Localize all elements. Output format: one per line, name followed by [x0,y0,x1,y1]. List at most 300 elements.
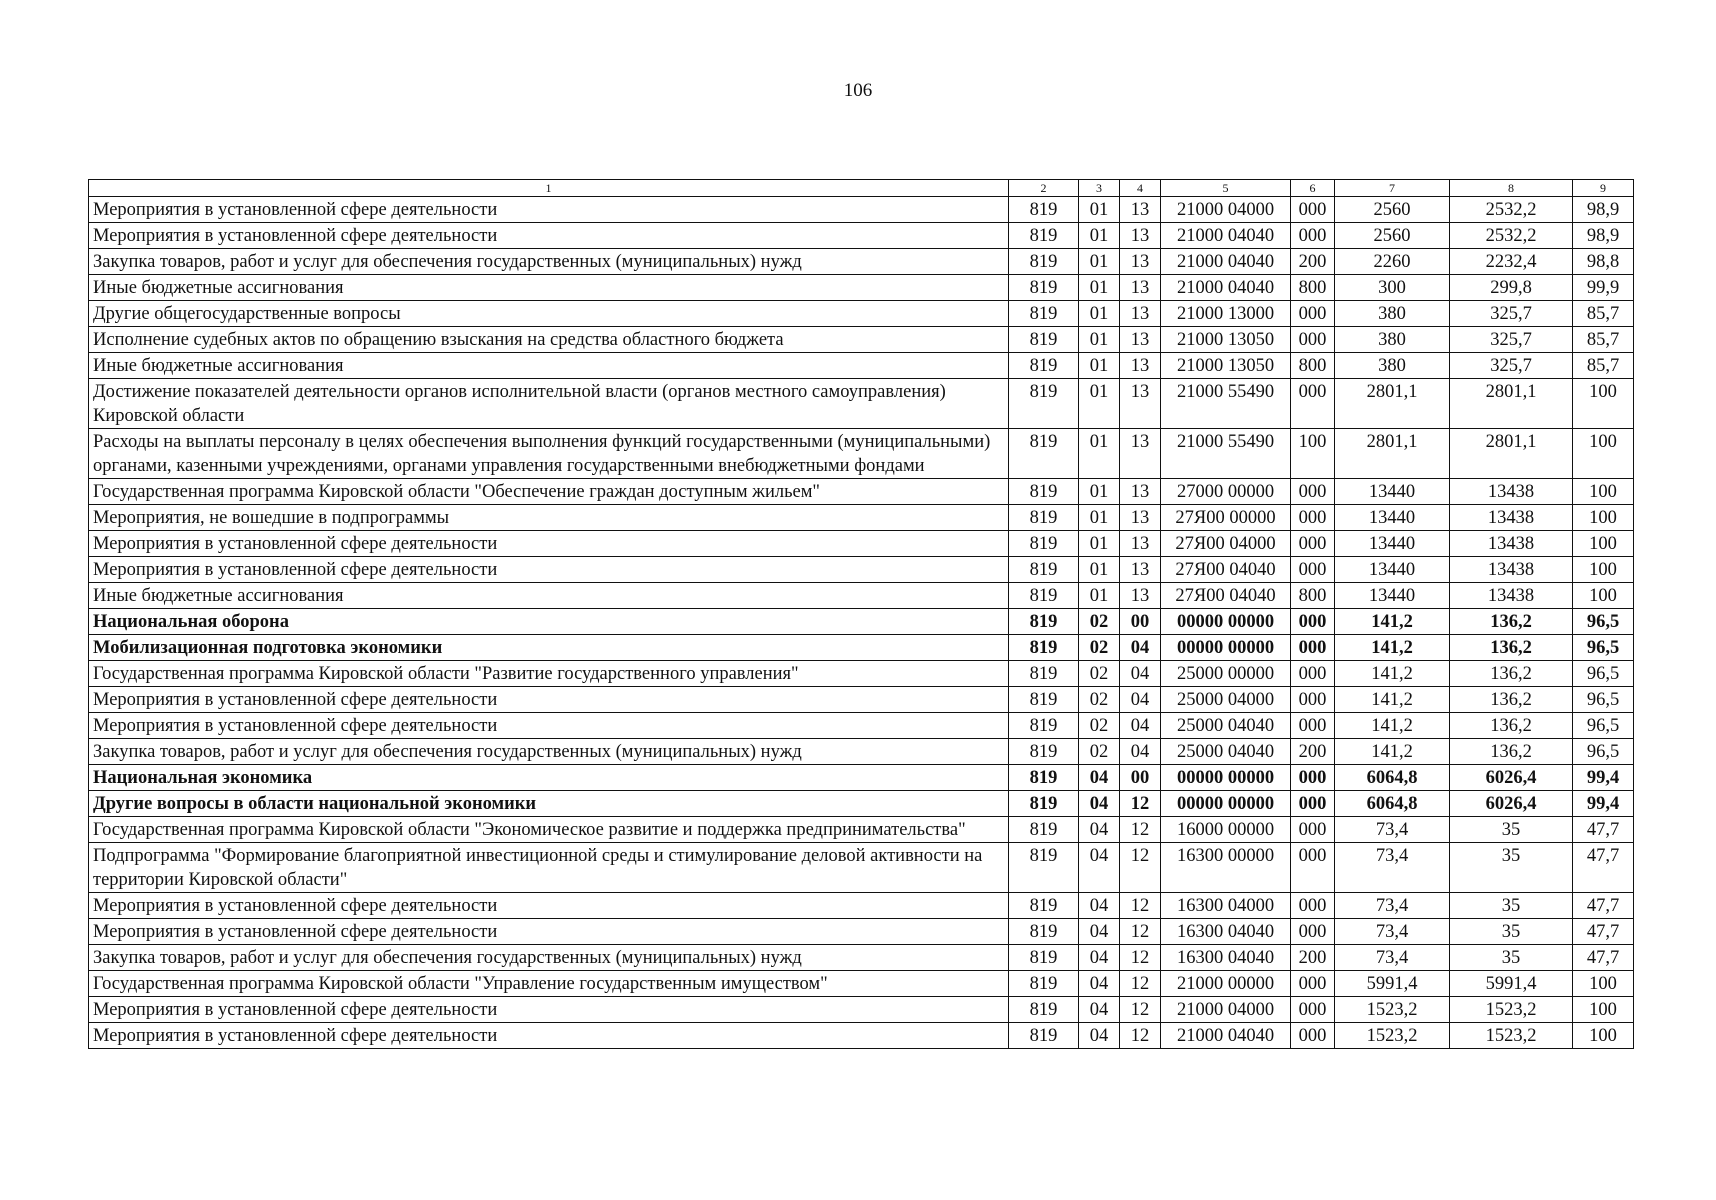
target-article-code: 16300 04040 [1161,945,1291,971]
execution-percent: 100 [1573,531,1634,557]
expense-type-code: 000 [1291,765,1335,791]
expense-type-code: 000 [1291,609,1335,635]
expense-type-code: 000 [1291,557,1335,583]
executed-amount: 13438 [1450,531,1573,557]
planned-amount: 380 [1335,301,1450,327]
row-description: Государственная программа Кировской области "Экономическое развитие и поддержка предпринимательства" [89,817,1009,843]
target-article-code: 00000 00000 [1161,635,1291,661]
table-row [89,557,1634,583]
expense-type-code: 100 [1291,429,1335,479]
expense-type-code: 000 [1291,971,1335,997]
expense-type-code: 000 [1291,531,1335,557]
target-article-code: 21000 04000 [1161,997,1291,1023]
section-code: 04 [1079,1023,1120,1049]
section-code: 04 [1079,843,1120,893]
row-description: Национальная экономика [89,765,1009,791]
executed-amount: 13438 [1450,557,1573,583]
row-description: Закупка товаров, работ и услуг для обеспечения государственных (муниципальных) нужд [89,249,1009,275]
section-code: 04 [1079,997,1120,1023]
section-code: 04 [1079,791,1120,817]
execution-percent: 99,4 [1573,791,1634,817]
subsection-code: 04 [1120,739,1161,765]
section-code: 02 [1079,635,1120,661]
row-description: Мероприятия, не вошедшие в подпрограммы [89,505,1009,531]
row-description: Мероприятия в установленной сфере деятельности [89,531,1009,557]
ministry-code: 819 [1009,353,1079,379]
target-article-code: 21000 04040 [1161,223,1291,249]
subsection-code: 13 [1120,223,1161,249]
executed-amount: 136,2 [1450,635,1573,661]
expense-type-code: 000 [1291,997,1335,1023]
table-row [89,609,1634,635]
target-article-code: 21000 04040 [1161,275,1291,301]
row-description: Мероприятия в установленной сфере деятельности [89,557,1009,583]
target-article-code: 21000 04040 [1161,1023,1291,1049]
ministry-code: 819 [1009,301,1079,327]
target-article-code: 27Я00 00000 [1161,505,1291,531]
executed-amount: 136,2 [1450,687,1573,713]
section-code: 01 [1079,379,1120,429]
subsection-code: 13 [1120,327,1161,353]
subsection-code: 00 [1120,765,1161,791]
target-article-code: 21000 55490 [1161,429,1291,479]
expense-type-code: 200 [1291,739,1335,765]
execution-percent: 99,4 [1573,765,1634,791]
ministry-code: 819 [1009,197,1079,223]
subsection-code: 13 [1120,429,1161,479]
target-article-code: 16000 00000 [1161,817,1291,843]
executed-amount: 2532,2 [1450,197,1573,223]
table-row [89,739,1634,765]
subsection-code: 13 [1120,379,1161,429]
row-description: Мероприятия в установленной сфере деятельности [89,713,1009,739]
column-header: 1 [89,180,1009,197]
section-code: 04 [1079,817,1120,843]
ministry-code: 819 [1009,843,1079,893]
execution-percent: 98,9 [1573,223,1634,249]
expense-type-code: 000 [1291,919,1335,945]
table-row [89,197,1634,223]
expense-type-code: 000 [1291,817,1335,843]
subsection-code: 13 [1120,197,1161,223]
row-description: Мероприятия в установленной сфере деятельности [89,197,1009,223]
executed-amount: 136,2 [1450,661,1573,687]
ministry-code: 819 [1009,505,1079,531]
executed-amount: 13438 [1450,583,1573,609]
table-row [89,505,1634,531]
executed-amount: 5991,4 [1450,971,1573,997]
ministry-code: 819 [1009,661,1079,687]
planned-amount: 73,4 [1335,919,1450,945]
planned-amount: 380 [1335,327,1450,353]
subsection-code: 12 [1120,791,1161,817]
expense-type-code: 000 [1291,479,1335,505]
executed-amount: 2801,1 [1450,379,1573,429]
subsection-code: 13 [1120,249,1161,275]
row-description: Мероприятия в установленной сфере деятельности [89,893,1009,919]
table-row [89,843,1634,893]
subsection-code: 13 [1120,479,1161,505]
subsection-code: 13 [1120,531,1161,557]
row-description: Иные бюджетные ассигнования [89,583,1009,609]
table-row [89,379,1634,429]
target-article-code: 21000 13050 [1161,353,1291,379]
planned-amount: 73,4 [1335,843,1450,893]
executed-amount: 6026,4 [1450,765,1573,791]
execution-percent: 85,7 [1573,327,1634,353]
ministry-code: 819 [1009,635,1079,661]
expense-type-code: 000 [1291,687,1335,713]
row-description: Мероприятия в установленной сфере деятельности [89,223,1009,249]
target-article-code: 16300 00000 [1161,843,1291,893]
executed-amount: 136,2 [1450,713,1573,739]
planned-amount: 13440 [1335,505,1450,531]
expense-type-code: 000 [1291,635,1335,661]
section-code: 01 [1079,429,1120,479]
planned-amount: 2801,1 [1335,429,1450,479]
target-article-code: 21000 13050 [1161,327,1291,353]
column-header: 5 [1161,180,1291,197]
expense-type-code: 000 [1291,197,1335,223]
execution-percent: 100 [1573,971,1634,997]
planned-amount: 380 [1335,353,1450,379]
row-description: Другие общегосударственные вопросы [89,301,1009,327]
executed-amount: 35 [1450,893,1573,919]
expense-type-code: 000 [1291,505,1335,531]
column-header: 6 [1291,180,1335,197]
column-header: 4 [1120,180,1161,197]
ministry-code: 819 [1009,327,1079,353]
row-description: Достижение показателей деятельности органов исполнительной власти (органов местного самоуправления) Кировской области [89,379,1009,429]
executed-amount: 2232,4 [1450,249,1573,275]
ministry-code: 819 [1009,379,1079,429]
target-article-code: 21000 04040 [1161,249,1291,275]
table-row [89,661,1634,687]
subsection-code: 04 [1120,687,1161,713]
column-header: 3 [1079,180,1120,197]
ministry-code: 819 [1009,609,1079,635]
ministry-code: 819 [1009,429,1079,479]
planned-amount: 13440 [1335,531,1450,557]
section-code: 04 [1079,919,1120,945]
execution-percent: 85,7 [1573,353,1634,379]
ministry-code: 819 [1009,765,1079,791]
table-row [89,301,1634,327]
expense-type-code: 000 [1291,791,1335,817]
section-code: 01 [1079,223,1120,249]
execution-percent: 96,5 [1573,635,1634,661]
table-row [89,791,1634,817]
section-code: 01 [1079,505,1120,531]
section-code: 02 [1079,739,1120,765]
target-article-code: 00000 00000 [1161,791,1291,817]
execution-percent: 100 [1573,429,1634,479]
table-row [89,275,1634,301]
subsection-code: 04 [1120,713,1161,739]
executed-amount: 13438 [1450,479,1573,505]
execution-percent: 100 [1573,557,1634,583]
execution-percent: 100 [1573,379,1634,429]
execution-percent: 47,7 [1573,919,1634,945]
execution-percent: 47,7 [1573,843,1634,893]
planned-amount: 13440 [1335,479,1450,505]
execution-percent: 47,7 [1573,893,1634,919]
target-article-code: 16300 04000 [1161,893,1291,919]
execution-percent: 47,7 [1573,945,1634,971]
ministry-code: 819 [1009,791,1079,817]
target-article-code: 25000 00000 [1161,661,1291,687]
target-article-code: 27000 00000 [1161,479,1291,505]
execution-percent: 100 [1573,1023,1634,1049]
execution-percent: 100 [1573,505,1634,531]
row-description: Государственная программа Кировской области "Обеспечение граждан доступным жильем" [89,479,1009,505]
table-row [89,223,1634,249]
target-article-code: 21000 04000 [1161,197,1291,223]
planned-amount: 300 [1335,275,1450,301]
section-code: 04 [1079,971,1120,997]
planned-amount: 5991,4 [1335,971,1450,997]
section-code: 01 [1079,583,1120,609]
expense-type-code: 000 [1291,843,1335,893]
row-description: Мероприятия в установленной сфере деятельности [89,1023,1009,1049]
expense-type-code: 200 [1291,249,1335,275]
planned-amount: 73,4 [1335,817,1450,843]
executed-amount: 2801,1 [1450,429,1573,479]
row-description: Мероприятия в установленной сфере деятельности [89,919,1009,945]
row-description: Исполнение судебных актов по обращению взыскания на средства областного бюджета [89,327,1009,353]
ministry-code: 819 [1009,971,1079,997]
execution-percent: 96,5 [1573,687,1634,713]
row-description: Государственная программа Кировской области "Развитие государственного управления" [89,661,1009,687]
row-description: Мобилизационная подготовка экономики [89,635,1009,661]
planned-amount: 13440 [1335,583,1450,609]
expense-type-code: 000 [1291,893,1335,919]
table-row [89,1023,1634,1049]
subsection-code: 12 [1120,817,1161,843]
row-description: Расходы на выплаты персоналу в целях обеспечения выполнения функций государственными (муниципальными) органами, казенными учреждениями, органами управления государственными внебюджетными фондами [89,429,1009,479]
executed-amount: 35 [1450,945,1573,971]
target-article-code: 25000 04000 [1161,687,1291,713]
target-article-code: 25000 04040 [1161,713,1291,739]
planned-amount: 73,4 [1335,893,1450,919]
ministry-code: 819 [1009,817,1079,843]
target-article-code: 21000 13000 [1161,301,1291,327]
expense-type-code: 000 [1291,327,1335,353]
subsection-code: 00 [1120,609,1161,635]
executed-amount: 13438 [1450,505,1573,531]
execution-percent: 85,7 [1573,301,1634,327]
table-row [89,531,1634,557]
ministry-code: 819 [1009,687,1079,713]
column-header: 8 [1450,180,1573,197]
section-code: 04 [1079,893,1120,919]
row-description: Подпрограмма "Формирование благоприятной инвестиционной среды и стимулирование деловой активности на территории Кировской области" [89,843,1009,893]
planned-amount: 1523,2 [1335,1023,1450,1049]
subsection-code: 04 [1120,635,1161,661]
execution-percent: 100 [1573,997,1634,1023]
target-article-code: 21000 55490 [1161,379,1291,429]
ministry-code: 819 [1009,1023,1079,1049]
page-number: 106 [843,80,873,101]
ministry-code: 819 [1009,275,1079,301]
ministry-code: 819 [1009,583,1079,609]
table-row [89,765,1634,791]
section-code: 01 [1079,275,1120,301]
subsection-code: 04 [1120,661,1161,687]
execution-percent: 98,8 [1573,249,1634,275]
budget-table [88,179,1634,1049]
table-row [89,919,1634,945]
planned-amount: 141,2 [1335,609,1450,635]
subsection-code: 12 [1120,997,1161,1023]
row-description: Иные бюджетные ассигнования [89,275,1009,301]
planned-amount: 141,2 [1335,739,1450,765]
executed-amount: 1523,2 [1450,997,1573,1023]
row-description: Национальная оборона [89,609,1009,635]
table-row [89,583,1634,609]
section-code: 01 [1079,301,1120,327]
planned-amount: 2801,1 [1335,379,1450,429]
subsection-code: 13 [1120,557,1161,583]
ministry-code: 819 [1009,945,1079,971]
ministry-code: 819 [1009,893,1079,919]
executed-amount: 325,7 [1450,353,1573,379]
row-description: Другие вопросы в области национальной экономики [89,791,1009,817]
expense-type-code: 000 [1291,301,1335,327]
executed-amount: 136,2 [1450,739,1573,765]
expense-type-code: 200 [1291,945,1335,971]
ministry-code: 819 [1009,223,1079,249]
target-article-code: 25000 04040 [1161,739,1291,765]
execution-percent: 100 [1573,583,1634,609]
planned-amount: 2560 [1335,223,1450,249]
ministry-code: 819 [1009,919,1079,945]
target-article-code: 00000 00000 [1161,765,1291,791]
planned-amount: 141,2 [1335,661,1450,687]
subsection-code: 12 [1120,893,1161,919]
planned-amount: 141,2 [1335,687,1450,713]
section-code: 04 [1079,765,1120,791]
column-number-header-row [89,180,1634,197]
section-code: 02 [1079,713,1120,739]
ministry-code: 819 [1009,713,1079,739]
expense-type-code: 000 [1291,1023,1335,1049]
planned-amount: 6064,8 [1335,791,1450,817]
section-code: 01 [1079,327,1120,353]
section-code: 02 [1079,661,1120,687]
section-code: 01 [1079,249,1120,275]
executed-amount: 35 [1450,919,1573,945]
table-row [89,429,1634,479]
table-row [89,817,1634,843]
executed-amount: 325,7 [1450,301,1573,327]
planned-amount: 141,2 [1335,635,1450,661]
planned-amount: 141,2 [1335,713,1450,739]
section-code: 01 [1079,479,1120,505]
section-code: 04 [1079,945,1120,971]
ministry-code: 819 [1009,997,1079,1023]
expense-type-code: 800 [1291,275,1335,301]
executed-amount: 6026,4 [1450,791,1573,817]
execution-percent: 100 [1573,479,1634,505]
subsection-code: 13 [1120,583,1161,609]
execution-percent: 47,7 [1573,817,1634,843]
expense-type-code: 800 [1291,353,1335,379]
table-row [89,479,1634,505]
subsection-code: 13 [1120,505,1161,531]
execution-percent: 98,9 [1573,197,1634,223]
executed-amount: 2532,2 [1450,223,1573,249]
subsection-code: 13 [1120,275,1161,301]
row-description: Мероприятия в установленной сфере деятельности [89,997,1009,1023]
section-code: 01 [1079,531,1120,557]
row-description: Закупка товаров, работ и услуг для обеспечения государственных (муниципальных) нужд [89,945,1009,971]
section-code: 02 [1079,687,1120,713]
target-article-code: 27Я00 04040 [1161,583,1291,609]
ministry-code: 819 [1009,249,1079,275]
target-article-code: 16300 04040 [1161,919,1291,945]
table-row [89,893,1634,919]
target-article-code: 21000 00000 [1161,971,1291,997]
subsection-code: 13 [1120,353,1161,379]
executed-amount: 35 [1450,817,1573,843]
table-row [89,945,1634,971]
executed-amount: 1523,2 [1450,1023,1573,1049]
execution-percent: 96,5 [1573,609,1634,635]
subsection-code: 12 [1120,1023,1161,1049]
row-description: Мероприятия в установленной сфере деятельности [89,687,1009,713]
subsection-code: 12 [1120,843,1161,893]
expense-type-code: 000 [1291,379,1335,429]
executed-amount: 325,7 [1450,327,1573,353]
subsection-code: 12 [1120,919,1161,945]
table-row [89,249,1634,275]
planned-amount: 1523,2 [1335,997,1450,1023]
column-header: 2 [1009,180,1079,197]
execution-percent: 99,9 [1573,275,1634,301]
executed-amount: 136,2 [1450,609,1573,635]
section-code: 01 [1079,197,1120,223]
table-row [89,327,1634,353]
planned-amount: 2260 [1335,249,1450,275]
section-code: 01 [1079,557,1120,583]
row-description: Закупка товаров, работ и услуг для обеспечения государственных (муниципальных) нужд [89,739,1009,765]
table-row [89,687,1634,713]
table-row [89,997,1634,1023]
expense-type-code: 800 [1291,583,1335,609]
executed-amount: 35 [1450,843,1573,893]
target-article-code: 00000 00000 [1161,609,1291,635]
column-header: 7 [1335,180,1450,197]
planned-amount: 2560 [1335,197,1450,223]
planned-amount: 6064,8 [1335,765,1450,791]
table-row [89,353,1634,379]
table-row [89,971,1634,997]
ministry-code: 819 [1009,739,1079,765]
row-description: Иные бюджетные ассигнования [89,353,1009,379]
ministry-code: 819 [1009,557,1079,583]
planned-amount: 13440 [1335,557,1450,583]
subsection-code: 13 [1120,301,1161,327]
planned-amount: 73,4 [1335,945,1450,971]
expense-type-code: 000 [1291,661,1335,687]
expense-type-code: 000 [1291,713,1335,739]
ministry-code: 819 [1009,531,1079,557]
subsection-code: 12 [1120,971,1161,997]
execution-percent: 96,5 [1573,739,1634,765]
executed-amount: 299,8 [1450,275,1573,301]
ministry-code: 819 [1009,479,1079,505]
